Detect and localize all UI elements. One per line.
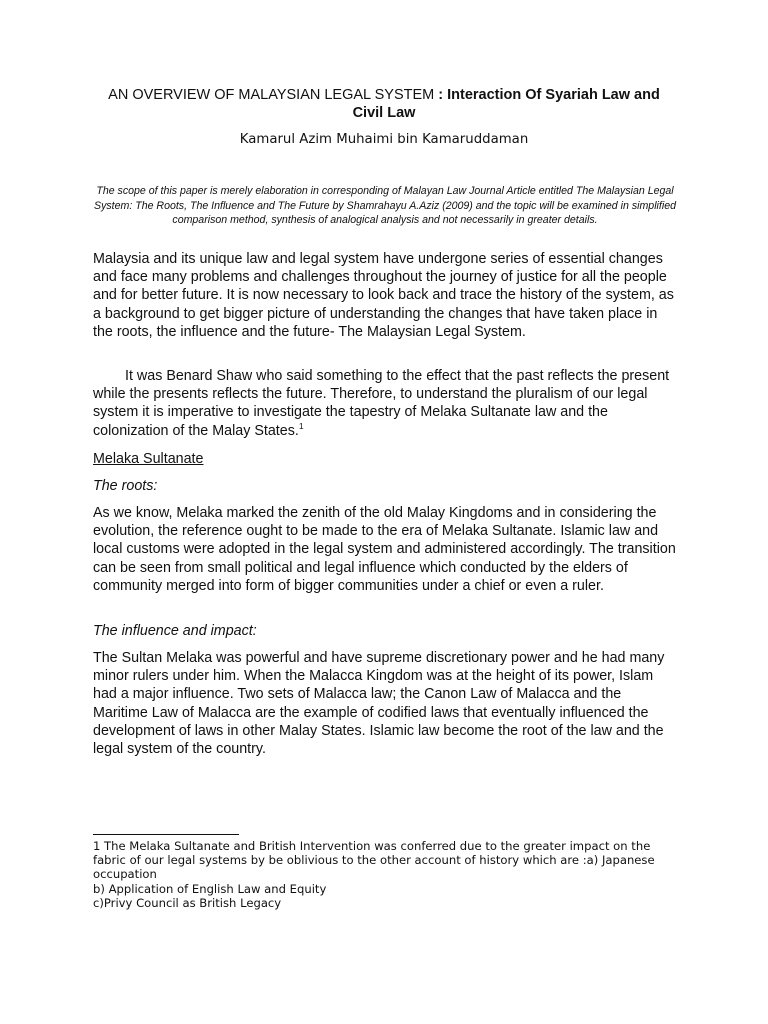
footnotes: [93, 839, 683, 910]
title-bold: : Interaction Of Syariah Law and Civil Law: [352, 87, 660, 121]
footnote-line: b) Application of English Law and Equity: [93, 881, 327, 896]
footnote-divider: [93, 834, 239, 835]
paragraph-roots: As we know, Melaka marked the zenith of the old Malay Kingdoms and in considering the evolution, the reference ought to be made to the era of Melaka Sultanate. Islamic law and local customs were adopted in the legal system and administered accordingly. The transition can be seen from small political and legal influence which conducted by the elders of community merged into form of bigger communities under a chief or even a ruler.: [93, 505, 676, 594]
author-name: Kamarul Azim Muhaimi bin Kamaruddaman: [239, 132, 529, 147]
footnote-line: c)Privy Council as British Legacy: [93, 895, 282, 910]
footnote-line: 1 The Melaka Sultanate and British Intervention was conferred due to the greater impact on the fabric of our legal systems by be oblivious to the other account of history which are :a) Japanese occupation: [93, 839, 655, 882]
title-regular: AN OVERVIEW OF MALAYSIAN LEGAL SYSTEM: [108, 87, 439, 103]
footnote-reference: 1: [298, 420, 304, 431]
document-title: [96, 86, 672, 122]
paragraph-influence: The Sultan Melaka was powerful and have supreme discretionary power and he had many minor rulers under him. When the Malacca Kingdom was at the height of its power, Islam had a major influence. Two sets of Malacca law; the Canon Law of Malacca and the Maritime Law of Malacca are the example of codified laws that eventually influenced the development of laws in other Malay States. Islamic law become the root of the law and the legal system of the country.: [93, 650, 665, 758]
section-heading: Melaka Sultanate: [93, 451, 204, 467]
subheading-influence: The influence and impact:: [93, 623, 257, 639]
paragraph-intro: Malaysia and its unique law and legal system have undergone series of essential changes and face many problems and challenges throughout the journey of justice for all the people and for better future. It is now necessary to look back and trace the history of the system, as a background to get bigger picture of understanding the changes that have taken place in the roots, the influence and the future- The Malaysian Legal System.: [93, 251, 674, 340]
subheading-roots: The roots:: [93, 478, 158, 494]
abstract: The scope of this paper is merely elaboration in corresponding of Malayan Law Journal Article entitled The Malaysian Legal System: The Roots, The Influence and The Future by Shamrahayu A.Aziz (2009) and the topic will be examined in simplified comparison method, synthesis of analogical analysis and not necessarily in greater details.: [94, 185, 676, 227]
paragraph-shaw-text: It was Benard Shaw who said something to the effect that the past reflects the present while the presents reflects the future. Therefore, to understand the pluralism of our legal system it is imperative to investigate the tapestry of Melaka Sultanate law and the colonization of the Malay States.: [93, 368, 670, 439]
paragraph-shaw: [93, 367, 678, 440]
